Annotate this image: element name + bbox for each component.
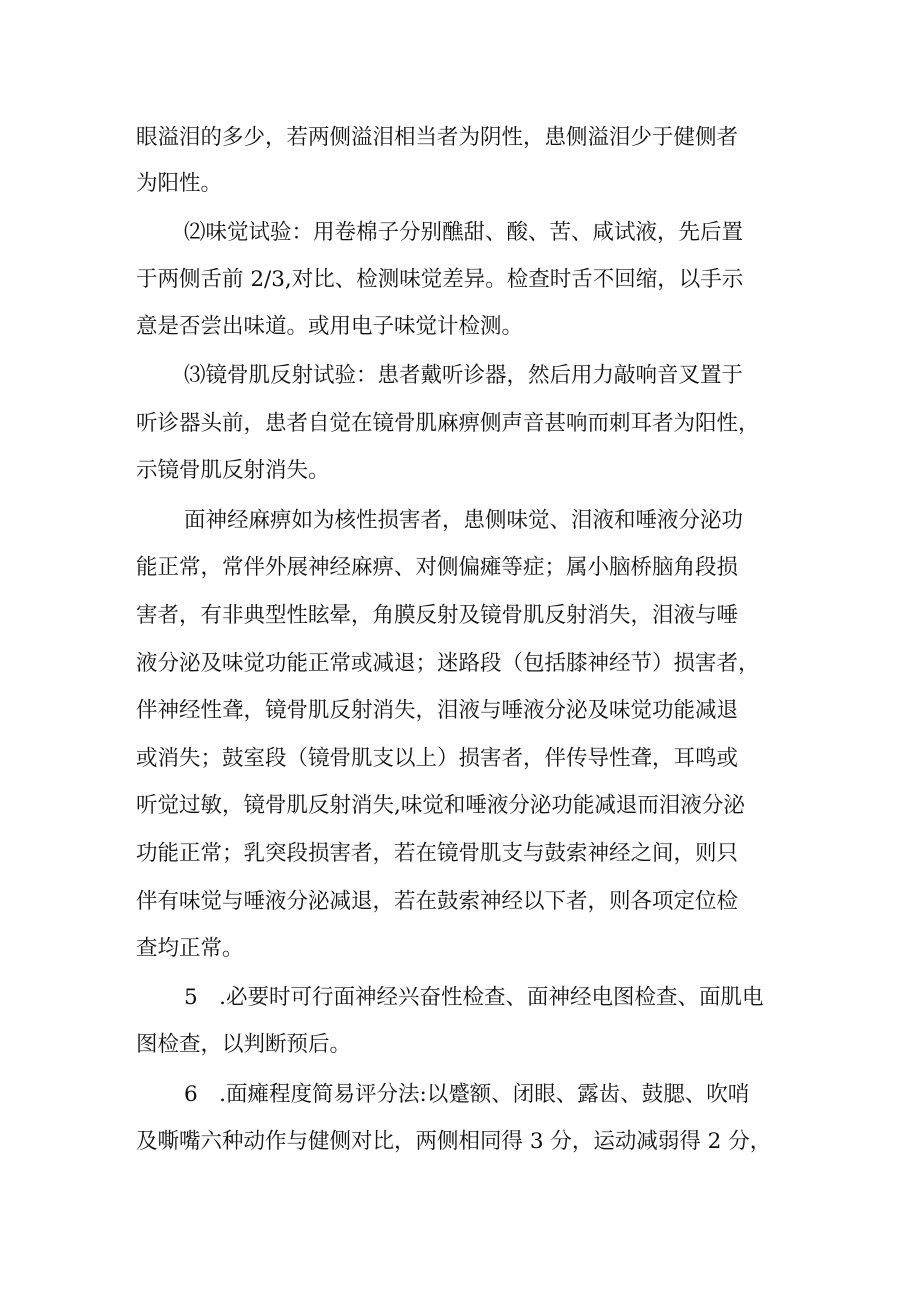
text-line: 害者，有非典型性眩晕，角膜反射及镜骨肌反射消失，泪液与唾	[136, 603, 739, 628]
text-line: 及嘶嘴六种动作与健侧对比，两侧相同得 3 分，运动减弱得 2 分，	[136, 1129, 772, 1154]
text-line: 意是否尝出味道。或用电子味觉计检测。	[136, 314, 524, 339]
text-line: 伴有味觉与唾液分泌减退，若在鼓索神经以下者，则各项定位检	[136, 889, 739, 914]
text-line: 听觉过敏，镜骨肌反射消失,味觉和唾液分泌功能减退而泪液分泌	[136, 793, 745, 818]
text-line: 面神经麻痹如为核性损害者，患侧味觉、泪液和唾液分泌功	[184, 508, 744, 533]
text-line: 6 .面瘫程度简易评分法:以蹙额、闭眼、露齿、鼓腮、吹哨	[184, 1082, 750, 1107]
text-line: 能正常，常伴外展神经麻痹、对侧偏瘫等症；属小脑桥脑角段损	[136, 555, 739, 580]
text-line: 示镜骨肌反射消失。	[136, 458, 330, 483]
text-line: ⑵味觉试验：用卷棉子分别醮甜、酸、苦、咸试液，先后置	[184, 220, 744, 245]
text-line: 听诊器头前，患者自觉在镜骨肌麻痹侧声音甚响而刺耳者为阳性，	[136, 411, 760, 436]
text-line: 液分泌及味觉功能正常或减退；迷路段（包括膝神经节）损害者，	[136, 651, 760, 676]
text-line: 5 .必要时可行面神经兴奋性检查、面神经电图检查、面肌电	[184, 985, 764, 1010]
text-line: 为阳性。	[136, 171, 223, 196]
text-line: 或消失；鼓室段（镜骨肌支以上）损害者，伴传导性聋，耳鸣或	[136, 746, 739, 771]
text-line: 于两侧舌前 2/3,对比、检测味觉差异。检查时舌不回缩，以手示	[136, 267, 744, 292]
text-line: 功能正常；乳突段损害者，若在镜骨肌支与鼓索神经之间，则只	[136, 841, 739, 866]
text-line: 伴神经性聋，镜骨肌反射消失，泪液与唾液分泌及味觉功能减退	[136, 698, 739, 723]
text-line: 眼溢泪的多少，若两侧溢泪相当者为阴性，患侧溢泪少于健侧者	[136, 125, 739, 150]
text-line: ⑶镜骨肌反射试验：患者戴听诊器，然后用力敲响音叉置于	[184, 363, 744, 388]
text-line: 查均正常。	[136, 936, 244, 961]
text-line: 图检查，以判断预后。	[136, 1032, 352, 1057]
